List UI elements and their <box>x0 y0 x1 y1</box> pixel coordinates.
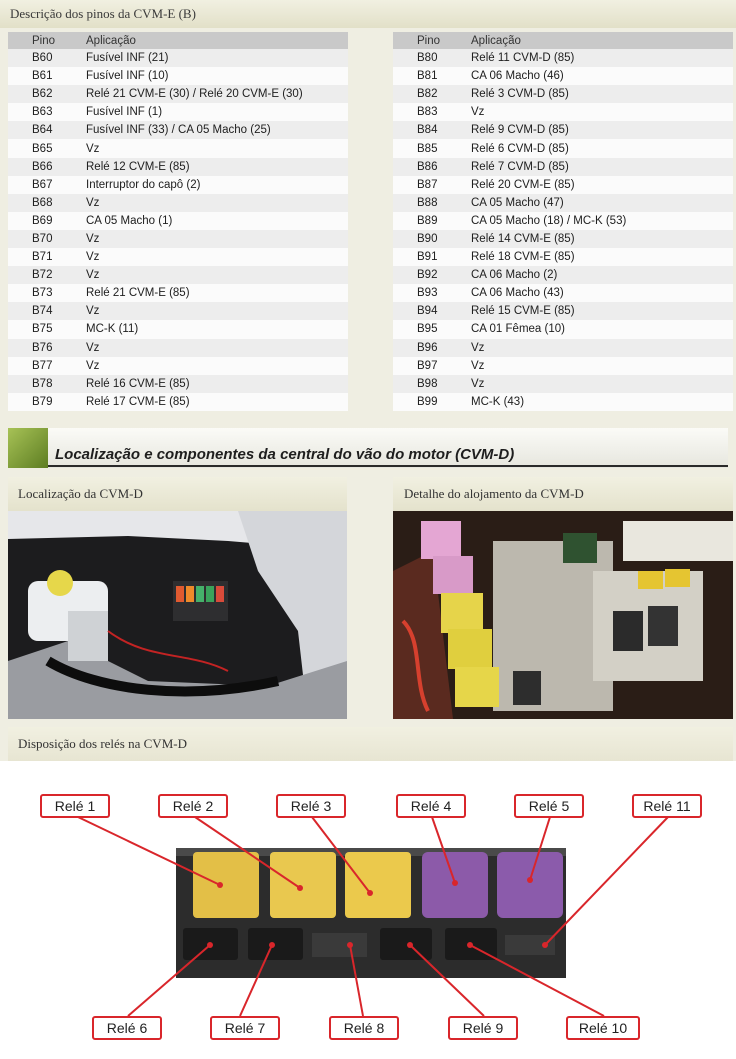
pin-cell: B96 <box>393 339 471 357</box>
application-cell: Vz <box>471 339 733 357</box>
table-row <box>393 121 733 139</box>
relay-1-body <box>193 852 259 918</box>
relay-1-label: Relé 1 <box>40 794 110 818</box>
pin-cell: B86 <box>393 158 471 176</box>
pin-cell: B76 <box>8 339 86 357</box>
pin-cell: B67 <box>8 176 86 194</box>
pin-cell: B61 <box>8 67 86 85</box>
pin-cell: B68 <box>8 194 86 212</box>
pin-cell: B85 <box>393 139 471 157</box>
application-cell: Relé 20 CVM-E (85) <box>471 176 733 194</box>
table-row <box>8 158 348 176</box>
pin-cell: B98 <box>393 375 471 393</box>
application-cell: Fusível INF (21) <box>86 49 348 67</box>
application-cell: CA 06 Macho (46) <box>471 67 733 85</box>
relay-10-label: Relé 10 <box>566 1016 640 1040</box>
table-row <box>393 284 733 302</box>
relay-3-body <box>345 852 411 918</box>
pin-cell: B63 <box>8 103 86 121</box>
application-cell: Fusível INF (1) <box>86 103 348 121</box>
table-row <box>393 176 733 194</box>
pin-cell: B94 <box>393 302 471 320</box>
pin-cell: B89 <box>393 212 471 230</box>
application-cell: Relé 18 CVM-E (85) <box>471 248 733 266</box>
section-accent-square <box>8 428 48 468</box>
table-row <box>8 266 348 284</box>
application-cell: Relé 6 CVM-D (85) <box>471 139 733 157</box>
relay-9-label: Relé 9 <box>448 1016 518 1040</box>
table-row <box>393 339 733 357</box>
relay-2-body <box>270 852 336 918</box>
application-cell: MC-K (11) <box>86 320 348 338</box>
application-cell: Vz <box>86 339 348 357</box>
application-cell: CA 06 Macho (2) <box>471 266 733 284</box>
application-cell: Vz <box>471 357 733 375</box>
table-row <box>8 49 348 67</box>
pin-cell: B72 <box>8 266 86 284</box>
application-cell: Vz <box>86 230 348 248</box>
pin-cell: B62 <box>8 85 86 103</box>
table-row <box>393 49 733 67</box>
relay-box-illustration <box>0 761 736 1059</box>
table-row <box>8 67 348 85</box>
table-row <box>8 339 348 357</box>
table-row <box>8 85 348 103</box>
table-row <box>393 302 733 320</box>
fuse-box-detail-photo <box>393 511 733 719</box>
application-cell: Relé 21 CVM-E (30) / Relé 20 CVM-E (30) <box>86 85 348 103</box>
pin-cell: B73 <box>8 284 86 302</box>
application-cell: Relé 14 CVM-E (85) <box>471 230 733 248</box>
application-cell: Vz <box>471 103 733 121</box>
table-row <box>393 248 733 266</box>
application-cell: Relé 17 CVM-E (85) <box>86 393 348 411</box>
table-row <box>8 302 348 320</box>
application-cell: Fusível INF (33) / CA 05 Macho (25) <box>86 121 348 139</box>
table-row <box>393 375 733 393</box>
application-cell: Vz <box>471 375 733 393</box>
pin-cell: B95 <box>393 320 471 338</box>
table-row <box>393 103 733 121</box>
relay-6-label: Relé 6 <box>92 1016 162 1040</box>
section-title: Localização e componentes da central do vão do motor (CVM-D) <box>55 446 515 463</box>
relay-5-body <box>497 852 563 918</box>
table-row <box>8 375 348 393</box>
relay-2-label: Relé 2 <box>158 794 228 818</box>
application-cell: Vz <box>86 266 348 284</box>
relay-4-label: Relé 4 <box>396 794 466 818</box>
pin-cell: B74 <box>8 302 86 320</box>
application-cell: CA 01 Fêmea (10) <box>471 320 733 338</box>
table-row <box>8 393 348 411</box>
header-application: Aplicação <box>86 32 348 49</box>
relay-11-label: Relé 11 <box>632 794 702 818</box>
table-row <box>8 121 348 139</box>
application-cell: Vz <box>86 302 348 320</box>
pin-cell: B64 <box>8 121 86 139</box>
application-cell: Relé 16 CVM-E (85) <box>86 375 348 393</box>
relay-8-slot <box>312 933 367 957</box>
pin-cell: B66 <box>8 158 86 176</box>
relay-7-body <box>248 928 303 960</box>
table-row <box>8 230 348 248</box>
table-row <box>8 248 348 266</box>
application-cell: CA 05 Macho (18) / MC-K (53) <box>471 212 733 230</box>
pin-cell: B97 <box>393 357 471 375</box>
pin-table-left <box>8 32 348 411</box>
diagram-title: Disposição dos relés na CVM-D <box>18 736 187 751</box>
relay-8-label: Relé 8 <box>329 1016 399 1040</box>
engine-bay-photo <box>8 511 347 719</box>
table-row <box>393 194 733 212</box>
table-row <box>393 266 733 284</box>
table-row <box>393 158 733 176</box>
table-row <box>393 357 733 375</box>
application-cell: Relé 12 CVM-E (85) <box>86 158 348 176</box>
location-panel-title: Localização da CVM-D <box>18 486 143 501</box>
header-pin: Pino <box>393 32 471 49</box>
application-cell: Relé 15 CVM-E (85) <box>471 302 733 320</box>
section-underline <box>48 465 728 467</box>
table-row <box>393 85 733 103</box>
table-row <box>8 212 348 230</box>
table-row <box>8 284 348 302</box>
application-cell: Vz <box>86 248 348 266</box>
application-cell: CA 06 Macho (43) <box>471 284 733 302</box>
table-row <box>393 212 733 230</box>
pin-table-right <box>393 32 733 411</box>
pin-cell: B78 <box>8 375 86 393</box>
table-row <box>393 393 733 411</box>
table-row <box>393 67 733 85</box>
table-row <box>8 176 348 194</box>
application-cell: Vz <box>86 139 348 157</box>
relay-7-label: Relé 7 <box>210 1016 280 1040</box>
table-row <box>393 230 733 248</box>
relay-3-label: Relé 3 <box>276 794 346 818</box>
table-row <box>393 139 733 157</box>
application-cell: Relé 11 CVM-D (85) <box>471 49 733 67</box>
application-cell: Relé 3 CVM-D (85) <box>471 85 733 103</box>
header-pin: Pino <box>8 32 86 49</box>
pin-cell: B90 <box>393 230 471 248</box>
application-cell: Vz <box>86 357 348 375</box>
header-application: Aplicação <box>471 32 733 49</box>
relay-5-label: Relé 5 <box>514 794 584 818</box>
application-cell: Fusível INF (10) <box>86 67 348 85</box>
table-row <box>8 357 348 375</box>
pin-cell: B82 <box>393 85 471 103</box>
application-cell: CA 05 Macho (47) <box>471 194 733 212</box>
pin-cell: B87 <box>393 176 471 194</box>
application-cell: Relé 21 CVM-E (85) <box>86 284 348 302</box>
pin-cell: B65 <box>8 139 86 157</box>
pin-cell: B81 <box>393 67 471 85</box>
pin-cell: B77 <box>8 357 86 375</box>
table-row <box>8 103 348 121</box>
table-row <box>8 194 348 212</box>
pin-cell: B80 <box>393 49 471 67</box>
pin-cell: B75 <box>8 320 86 338</box>
detail-panel-title: Detalhe do alojamento da CVM-D <box>404 486 584 501</box>
relay-9-body <box>380 928 432 960</box>
pin-cell: B83 <box>393 103 471 121</box>
pin-cell: B88 <box>393 194 471 212</box>
pin-cell: B60 <box>8 49 86 67</box>
application-cell: Relé 9 CVM-D (85) <box>471 121 733 139</box>
table-row <box>8 139 348 157</box>
table-row <box>393 320 733 338</box>
application-cell: Relé 7 CVM-D (85) <box>471 158 733 176</box>
pin-cell: B84 <box>393 121 471 139</box>
table-row <box>8 320 348 338</box>
application-cell: Vz <box>86 194 348 212</box>
pin-cell: B69 <box>8 212 86 230</box>
application-cell: CA 05 Macho (1) <box>86 212 348 230</box>
pin-cell: B99 <box>393 393 471 411</box>
pin-cell: B91 <box>393 248 471 266</box>
application-cell: MC-K (43) <box>471 393 733 411</box>
pin-cell: B92 <box>393 266 471 284</box>
pin-description-title: Descrição dos pinos da CVM-E (B) <box>10 6 196 21</box>
pin-table-left-body <box>8 49 348 411</box>
pin-cell: B71 <box>8 248 86 266</box>
pin-cell: B79 <box>8 393 86 411</box>
pin-table-right-body <box>393 49 733 411</box>
pin-cell: B70 <box>8 230 86 248</box>
application-cell: Interruptor do capô (2) <box>86 176 348 194</box>
pin-cell: B93 <box>393 284 471 302</box>
